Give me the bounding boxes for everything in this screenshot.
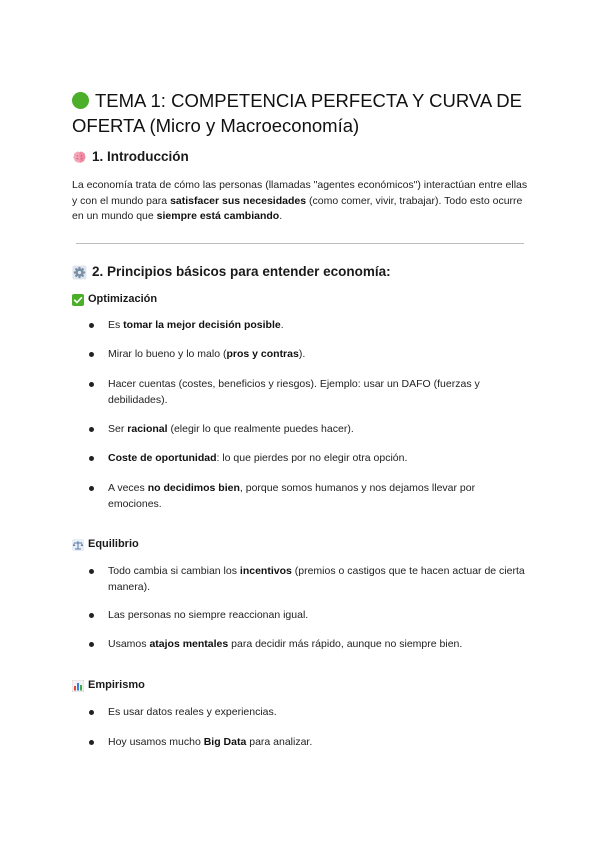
- document-title: [72, 88, 528, 138]
- gear-icon: [72, 265, 87, 280]
- principios-heading-text: 2. Principios básicos para entender economía:: [92, 264, 391, 279]
- list-item: Ser racional (elegir lo que realmente puedes hacer).: [72, 422, 528, 438]
- list-item: Hoy usamos mucho Big Data para analizar.: [72, 735, 528, 751]
- intro-paragraph: [72, 178, 528, 225]
- subheading-empirismo: [72, 678, 528, 693]
- title-line-1: TEMA 1: COMPETENCIA PERFECTA Y CURVA DE: [95, 90, 522, 111]
- list-item: Es tomar la mejor decisión posible.: [72, 318, 528, 334]
- subheading-optimizacion: [72, 292, 528, 307]
- list-item: Hacer cuentas (costes, beneficios y riesgos). Ejemplo: usar un DAFO (fuerzas y debilidades).: [72, 377, 528, 408]
- equilibrio-heading-text: Equilibrio: [88, 538, 139, 550]
- intro-heading-text: 1. Introducción: [92, 149, 189, 164]
- list-item: Coste de oportunidad: lo que pierdes por no elegir otra opción.: [72, 451, 528, 467]
- list-item: Usamos atajos mentales para decidir más rápido, aunque no siempre bien.: [72, 637, 528, 653]
- list-item: Mirar lo bueno y lo malo (pros y contras).: [72, 347, 528, 363]
- check-icon: [72, 294, 84, 306]
- bar-chart-icon: [72, 680, 84, 692]
- empirismo-heading-text: Empirismo: [88, 679, 145, 691]
- list-item: A veces no decidimos bien, porque somos humanos y nos dejamos llevar por emociones.: [72, 481, 528, 512]
- green-circle-icon: [72, 92, 89, 109]
- list-item: Las personas no siempre reaccionan igual.: [72, 608, 528, 624]
- subheading-equilibrio: [72, 537, 528, 552]
- intro-text-3: .: [279, 210, 283, 222]
- list-item: Es usar datos reales y experiencias.: [72, 705, 528, 721]
- intro-bold-1: satisfacer sus necesidades: [170, 194, 307, 207]
- balance-icon: [72, 539, 84, 551]
- intro-text-1: La economía trata de cómo las personas (llamadas "agentes económicos") interactúan entre ellas y con el mundo para: [72, 179, 528, 207]
- list-item: Todo cambia si cambian los incentivos (premios o castigos que te hacen actuar de cierta manera).: [72, 564, 528, 595]
- section-heading-intro: [72, 148, 528, 166]
- section-divider: [76, 243, 524, 244]
- brain-icon: [72, 150, 87, 165]
- intro-text-2: (como comer, vivir, trabajar). Todo esto ocurre en un mundo que: [72, 194, 523, 222]
- intro-bold-2: siempre está cambiando: [156, 210, 280, 222]
- title-line-2: OFERTA (Micro y Macroeconomía): [72, 115, 360, 136]
- optimizacion-heading-text: Optimización: [88, 293, 158, 305]
- section-heading-principios: [72, 263, 528, 281]
